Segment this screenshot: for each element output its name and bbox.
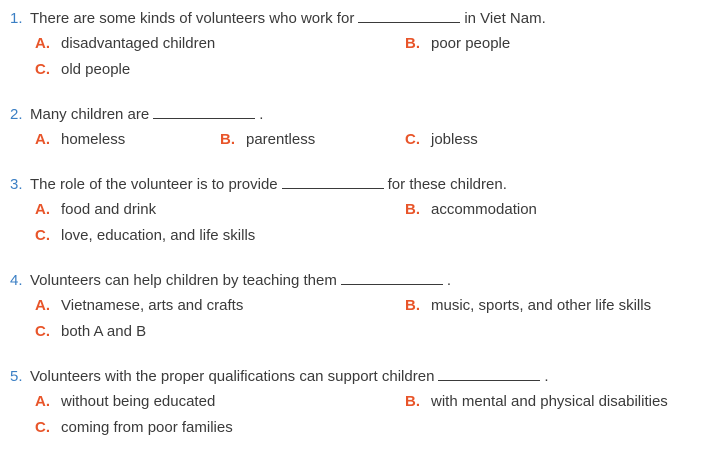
option-a[interactable]: [35, 392, 215, 412]
option-text: music, sports, and other life skills: [431, 297, 652, 314]
stem-text-before: Volunteers with the proper qualifications can support children: [30, 368, 435, 385]
option-letter: C.: [35, 419, 50, 436]
option-c[interactable]: [405, 130, 478, 150]
option-text: jobless: [431, 131, 478, 148]
option-a[interactable]: [35, 130, 125, 150]
question-stem: [10, 8, 710, 28]
option-letter: A.: [35, 297, 50, 314]
option-letter: A.: [35, 131, 50, 148]
options: [10, 194, 710, 246]
option-letter: C.: [405, 131, 420, 148]
option-b[interactable]: [405, 392, 668, 412]
option-text: with mental and physical disabilities: [431, 393, 668, 410]
option-a[interactable]: [35, 296, 243, 316]
option-letter: B.: [405, 201, 420, 218]
question-4: [10, 270, 710, 342]
option-letter: B.: [220, 131, 235, 148]
question-2: [10, 104, 710, 176]
stem-text-after: .: [544, 368, 549, 385]
option-c[interactable]: [35, 60, 130, 80]
option-text: Vietnamese, arts and crafts: [61, 297, 244, 314]
options: [10, 124, 710, 176]
option-c[interactable]: [35, 226, 255, 246]
options: [10, 386, 710, 438]
stem-text-after: in Viet Nam.: [464, 10, 546, 27]
stem-text-before: There are some kinds of volunteers who work for: [30, 10, 355, 27]
answer-blank: [438, 366, 540, 381]
option-text: disadvantaged children: [61, 35, 216, 52]
question-number: 3.: [10, 176, 23, 193]
option-b[interactable]: [220, 130, 315, 150]
option-text: poor people: [431, 35, 511, 52]
option-c[interactable]: [35, 418, 233, 438]
stem-text-after: .: [259, 106, 264, 123]
stem-text-before: The role of the volunteer is to provide: [30, 176, 278, 193]
option-text: parentless: [246, 131, 316, 148]
stem-text-after: .: [446, 272, 452, 289]
options: [10, 290, 710, 342]
option-c[interactable]: [35, 322, 146, 342]
option-letter: A.: [35, 393, 50, 410]
question-number: 5.: [10, 368, 23, 385]
question-number: 4.: [10, 272, 23, 289]
option-letter: A.: [35, 35, 50, 52]
option-letter: C.: [35, 61, 50, 78]
question-number: 2.: [10, 106, 23, 123]
options: [10, 28, 710, 80]
answer-blank: [153, 104, 255, 119]
option-letter: B.: [405, 297, 420, 314]
option-letter: C.: [35, 323, 50, 340]
option-letter: A.: [35, 201, 50, 218]
option-text: love, education, and life skills: [61, 227, 256, 244]
question-stem: [10, 270, 710, 290]
question-3: [10, 174, 710, 246]
option-text: food and drink: [61, 201, 157, 218]
option-text: without being educated: [61, 393, 216, 410]
answer-blank: [282, 174, 384, 189]
option-letter: C.: [35, 227, 50, 244]
option-letter: B.: [405, 35, 420, 52]
stem-text-before: Many children are: [30, 106, 150, 123]
question-stem: [10, 174, 710, 194]
question-stem: [10, 366, 710, 386]
answer-blank: [358, 8, 460, 23]
option-letter: B.: [405, 393, 420, 410]
question-number: 1.: [10, 10, 23, 27]
option-b[interactable]: [405, 296, 651, 316]
question-stem: [10, 104, 710, 124]
option-b[interactable]: [405, 200, 537, 220]
option-a[interactable]: [35, 34, 215, 54]
stem-text-before: Volunteers can help children by teaching them: [30, 272, 337, 289]
answer-blank: [341, 270, 443, 285]
option-text: both A and B: [61, 323, 147, 340]
question-5: [10, 366, 710, 438]
question-1: [10, 8, 710, 80]
option-text: coming from poor families: [61, 419, 233, 436]
option-text: accommodation: [431, 201, 537, 218]
option-text: old people: [61, 61, 131, 78]
stem-text-after: for these children.: [387, 176, 507, 193]
option-b[interactable]: [405, 34, 510, 54]
option-text: homeless: [61, 131, 126, 148]
option-a[interactable]: [35, 200, 156, 220]
